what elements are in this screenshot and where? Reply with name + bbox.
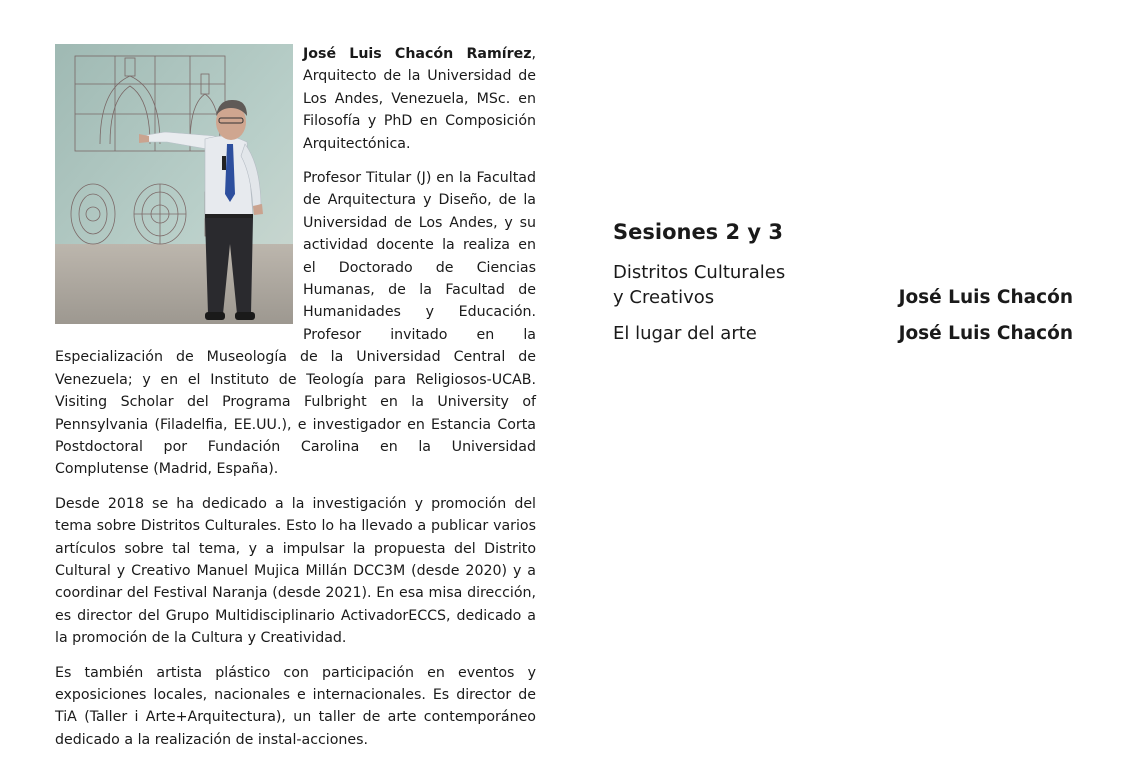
session-speaker: José Luis Chacón <box>898 287 1073 308</box>
speaker-photo <box>55 44 293 324</box>
biography-column <box>55 43 536 763</box>
session-topic-line: y Creativos <box>613 287 715 308</box>
speaker-name: José Luis Chacón Ramírez <box>303 46 532 62</box>
bio-paragraph-2: Profesor Titular (J) en la Facultad de Arquitectura y Diseño, de la Universidad de Los Andes, y su actividad docente la realiza en el Doctorado de Ciencias Humanas, de la Facultad de Humanidades y Educación. Profesor invitado en la Especialización de Museología de la Universidad Central de Venezuela; y en el Instituto de Teología para Religiosos-UCAB. Visiting Scholar del Programa Fulbright en la University of Pennsylvania (Filadelfia, EE.UU.), e investigador en Estancia Corta Postdoctoral por Fundación Carolina en la Universidad Complutense (Madrid, España). <box>55 170 536 478</box>
photo-illustration <box>55 44 293 324</box>
session-speaker: José Luis Chacón <box>898 323 1073 344</box>
session-topic <box>613 260 873 310</box>
session-topic-line: El lugar del arte <box>613 323 757 344</box>
sessions-title: Sesiones 2 y 3 <box>613 220 784 244</box>
session-topic-line: Distritos Culturales <box>613 262 786 283</box>
session-row <box>613 260 1073 310</box>
bio-paragraph-3: Desde 2018 se ha dedicado a la investigación y promoción del tema sobre Distritos Culturales. Esto lo ha llevado a publicar varios artículos sobre tal tema, y a impulsar la propuesta del Distrito Cultural y Creativo Manuel Mujica Millán DCC3M (desde 2020) y a coordinar del Festival Naranja (desde 2021). En esa misa dirección, es director del Grupo Multidisciplinario ActivadorECCS, dedicado a la promoción de la Cultura y Creatividad. <box>55 495 536 647</box>
session-topic <box>613 321 873 346</box>
sessions-panel <box>613 218 1073 357</box>
bio-paragraph-4: Es también artista plástico con participación en eventos y exposiciones locales, nacionales e internacionales. Es director de TiA (Taller i Arte+Arquitectura), un taller de arte contemporáneo dedicado a la realización de instal-acciones. <box>55 664 536 748</box>
bio-paragraph-1-text: , Arquitecto de la Universidad de Los Andes, Venezuela, MSc. en Filosofía y PhD en Composición Arquitectónica. <box>303 46 536 152</box>
session-row <box>613 321 1073 346</box>
